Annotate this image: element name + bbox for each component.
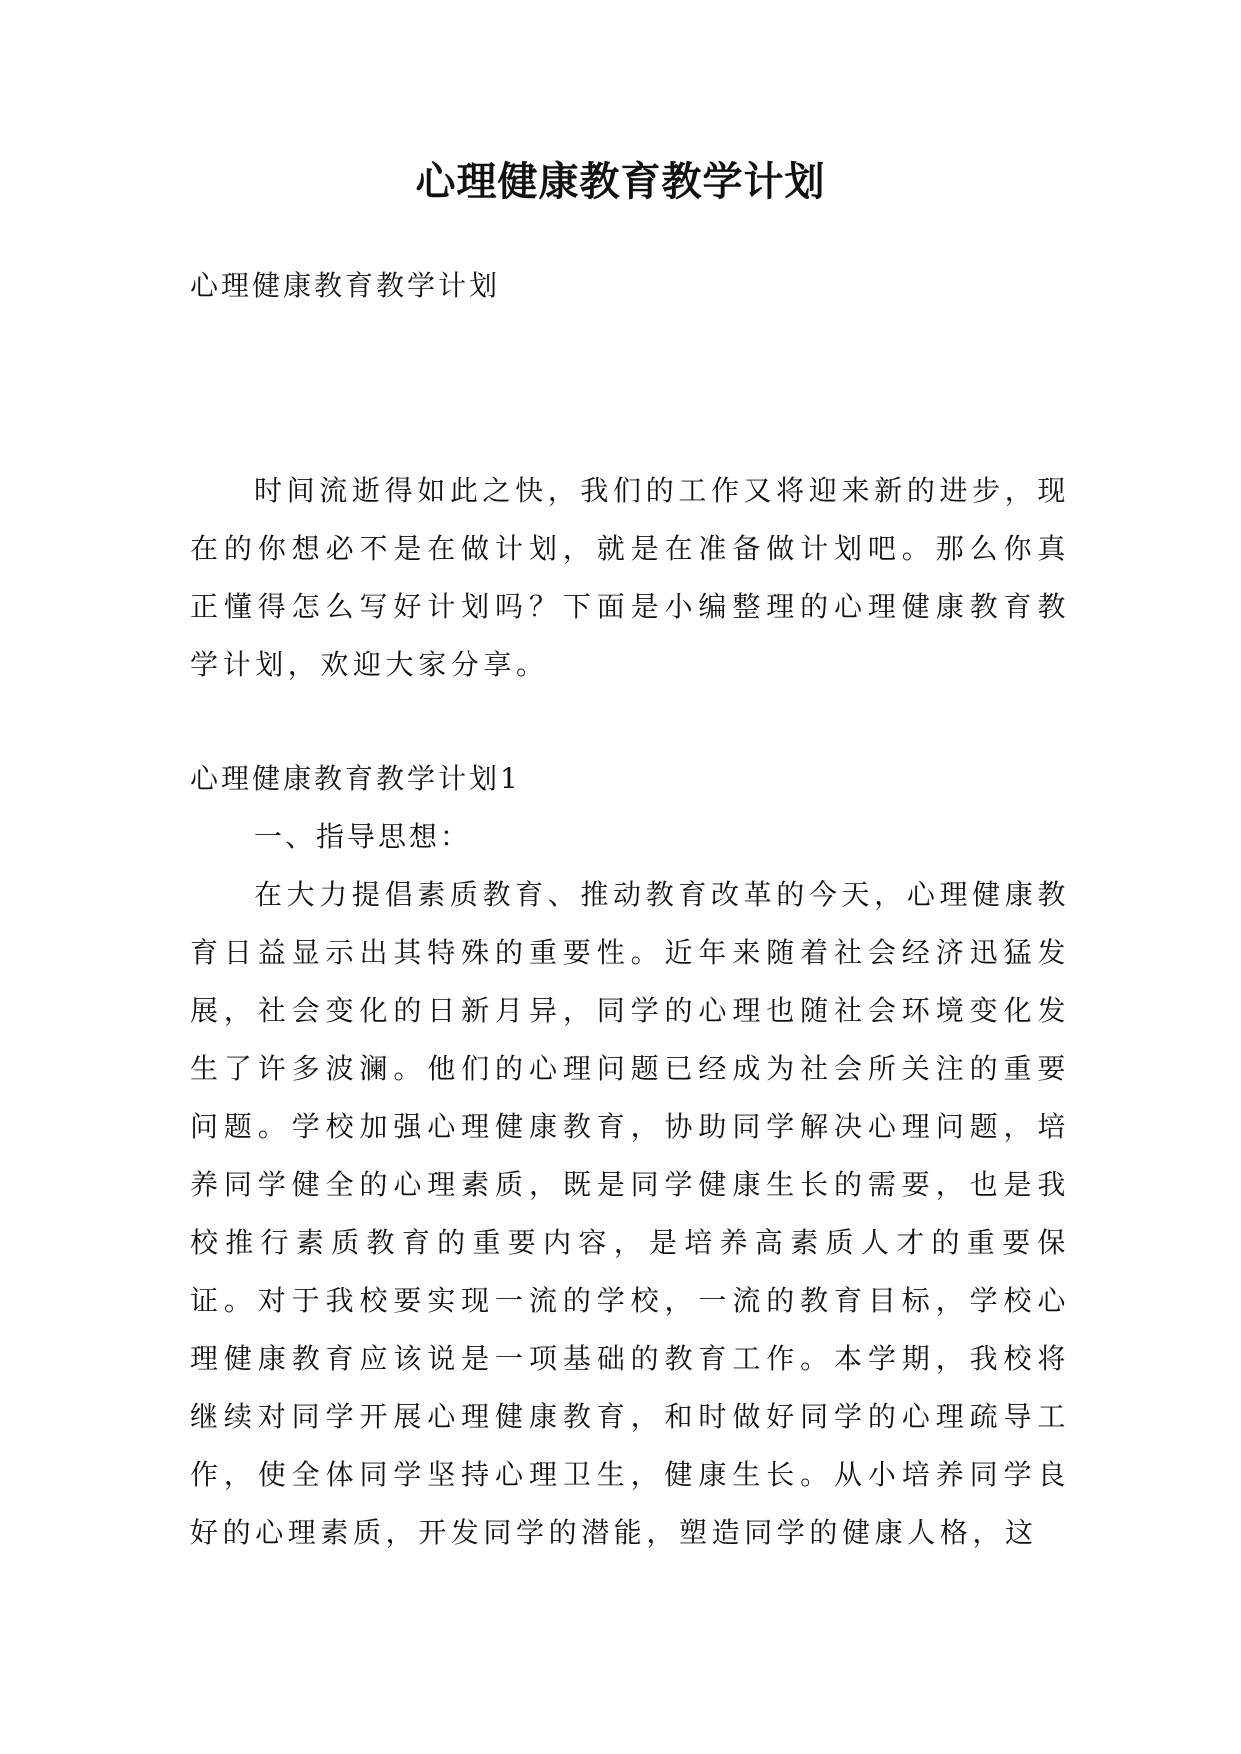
body-paragraph: 在大力提倡素质教育、推动教育改革的今天，心理健康教育日益显示出其特殊的重要性。近年来随着社会经济迅猛发展，社会变化的日新月异，同学的心理也随社会环境变化发生了许多波澜。他们的心理问题已经成为社会所关注的重要问题。学校加强心理健康教育，协助同学解决心理问题，培养同学健全的心理素质，既是同学健康生长的需要，也是我校推行素质教育的重要内容，是培养高素质人才的重要保证。对于我校要实现一流的学校，一流的教育目标，学校心理健康教育应该说是一项基础的教育工作。本学期，我校将继续对同学开展心理健康教育，和时做好同学的心理疏导工作，使全体同学坚持心理卫生，健康生长。从小培养同学良好的心理素质，开发同学的潜能，塑造同学的健康人格，这 <box>190 878 1070 1549</box>
section-title: 心理健康教育教学计划1 <box>190 762 521 795</box>
section-heading: 一、指导思想： <box>254 820 472 853</box>
intro-paragraph: 时间流逝得如此之快，我们的工作又将迎来新的进步，现在的你想必不是在做计划，就是在准备做计划吧。那么你真正懂得怎么写好计划吗？下面是小编整理的心理健康教育教学计划，欢迎大家分享。 <box>190 474 1070 681</box>
document-subtitle: 心理健康教育教学计划 <box>190 269 501 302</box>
document-title: 心理健康教育教学计划 <box>415 158 826 205</box>
